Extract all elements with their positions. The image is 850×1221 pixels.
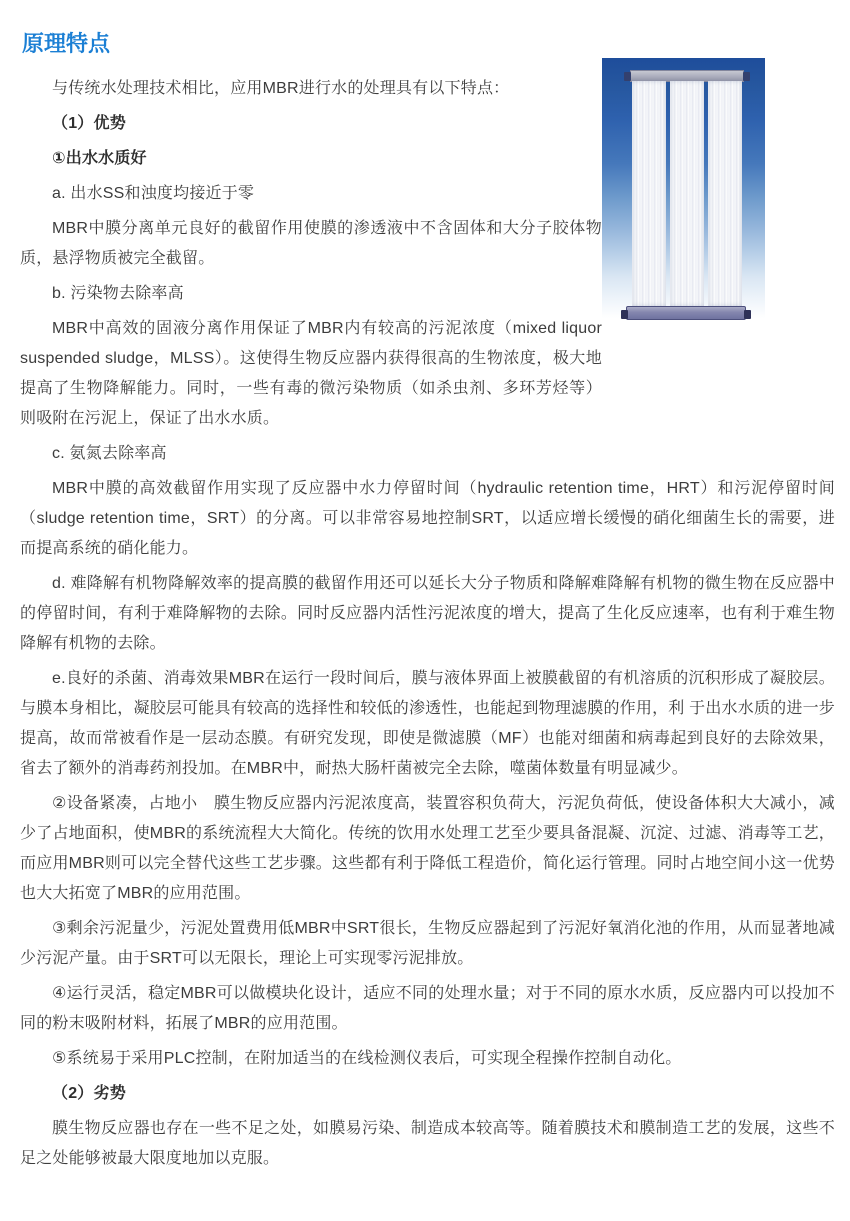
membrane-curtain: [708, 81, 742, 306]
section-heading: （1）优势: [52, 115, 126, 132]
page-title: 原理特点: [22, 31, 111, 56]
paragraph: ②设备紧凑，占地小 膜生物反应器内污泥浓度高，装置容积负荷大，污泥负荷低，使设备体积大大减小，减少了占地面积，使MBR的系统流程大大简化。传统的饮用水处理工艺至少要具备混凝、沉淀、过滤、消毒等工艺，而应用MBR则可以完全替代这些工艺步骤。这些都有利于降低工程造价，简化运行管理。同时占地空间小这一优势也大大拓宽了MBR的应用范围。: [20, 795, 835, 902]
bottom-bar-right-cap-icon: [744, 310, 751, 319]
module-bottom-header-bar: [626, 306, 746, 320]
top-bar-left-cap-icon: [624, 72, 631, 81]
paragraph: b. 污染物去除率高: [52, 285, 184, 302]
membrane-curtain: [632, 81, 666, 306]
paragraph: ⑤系统易于采用PLC控制，在附加适当的在线检测仪表后，可实现全程操作控制自动化。: [52, 1050, 682, 1067]
paragraph: e.良好的杀菌、消毒效果MBR在运行一段时间后，膜与液体界面上被膜截留的有机溶质的沉积形成了凝胶层。与膜本身相比，凝胶层可能具有较高的选择性和较低的渗透性，也能起到物理滤膜的作用，利 于出水水质的进一步提高，故而常被看作是一层动态膜。有研究发现，即使是微滤膜（MF）也能对细菌和病毒起到良好的去除效果，省去了额外的消毒药剂投加。在MBR中，耐热大肠杆菌被完全去除，噬菌体数量有明显减少。: [20, 670, 835, 777]
membrane-module-image: [602, 58, 765, 335]
section-heading: （2）劣势: [52, 1085, 126, 1102]
paragraph: MBR中高效的固液分离作用保证了MBR内有较高的污泥浓度（mixed liquor suspended sludge，MLSS）。这使得生物反应器内获得很高的生物浓度，极大地提高了生物降解能力。同时，一些有毒的微污染物质（如杀虫剂、多环芳烃等）则吸附在污泥上，保证了出水水质。: [20, 320, 602, 427]
membrane-curtain: [670, 81, 704, 306]
membrane-module-figure-wrap: [602, 28, 835, 375]
section-heading: ①出水水质好: [52, 150, 147, 167]
top-bar-right-cap-icon: [743, 72, 750, 81]
paragraph: 膜生物反应器也存在一些不足之处，如膜易污染、制造成本较高等。随着膜技术和膜制造工艺的发展，这些不足之处能够被最大限度地加以克服。: [20, 1120, 835, 1167]
paragraph: ③剩余污泥量少，污泥处置费用低MBR中SRT很长，生物反应器起到了污泥好氧消化池的作用，从而显著地减少污泥产量。由于SRT可以无限长，理论上可实现零污泥排放。: [20, 920, 835, 967]
paragraph: 与传统水处理技术相比，应用MBR进行水的处理具有以下特点：: [52, 80, 510, 97]
bottom-bar-left-cap-icon: [621, 310, 628, 319]
membrane-curtains: [632, 81, 742, 306]
paragraph: ④运行灵活，稳定MBR可以做模块化设计，适应不同的处理水量；对于不同的原水水质，反应器内可以投加不同的粉末吸附材料，拓展了MBR的应用范围。: [20, 985, 835, 1032]
paragraph: MBR中膜的高效截留作用实现了反应器中水力停留时间（hydraulic retention time，HRT）和污泥停留时间（sludge retention time，SRT）的分离。可以非常容易地控制SRT，以适应增长缓慢的硝化细菌生长的需要，进而提高系统的硝化能力。: [20, 480, 835, 557]
paragraph: MBR中膜分离单元良好的截留作用使膜的渗透液中不含固体和大分子胶体物质，悬浮物质被完全截留。: [20, 220, 602, 267]
paragraph: d. 难降解有机物降解效率的提高膜的截留作用还可以延长大分子物质和降解难降解有机物的微生物在反应器中的停留时间，有利于难降解物的去除。同时反应器内活性污泥浓度的增大，提高了生化反应速率，也有利于难生物降解有机物的去除。: [20, 575, 835, 652]
paragraph: c. 氨氮去除率高: [52, 445, 167, 462]
paragraph: a. 出水SS和浊度均接近于零: [52, 185, 255, 202]
